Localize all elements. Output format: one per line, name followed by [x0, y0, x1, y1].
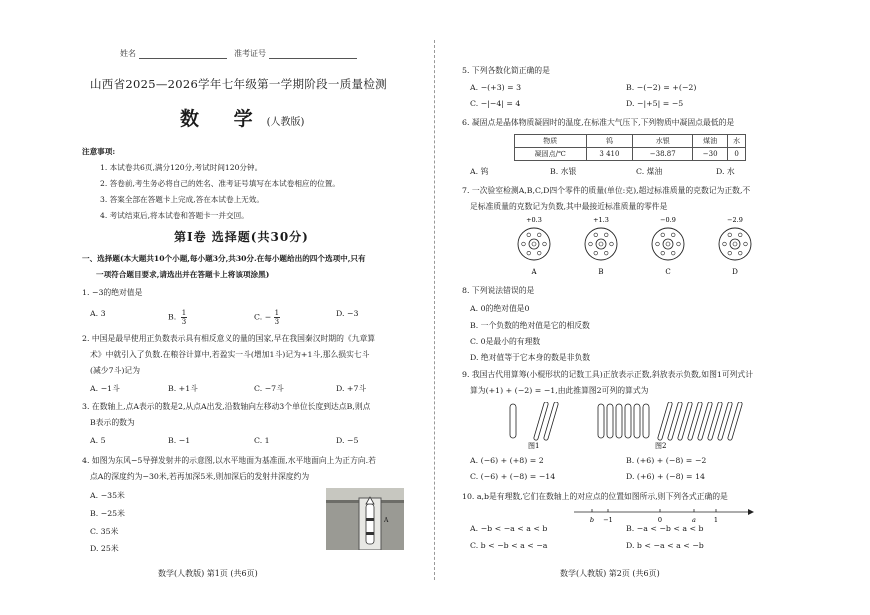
- part-value-label: −2.9: [727, 216, 743, 224]
- q4-option-a: A. −35米: [90, 491, 125, 500]
- q2-option-b: B. +1斗: [168, 384, 198, 393]
- name-label: 姓名: [120, 49, 136, 58]
- q1-option-d: D. −3: [336, 309, 359, 318]
- part-instructions-line2: 一项符合题目要求,请选出并在答题卡上将该项涂黑): [96, 270, 270, 279]
- q2-option-d: D. +7斗: [336, 384, 367, 393]
- table-header-cell: 水: [728, 135, 746, 148]
- exam-page-2: [440, 0, 870, 615]
- figure-2-rods: [598, 404, 740, 438]
- freezing-point-table: [514, 134, 746, 161]
- table-cell: 凝固点/℃: [515, 148, 587, 161]
- table-cell: 3 410: [586, 148, 633, 161]
- page-divider: [434, 40, 435, 580]
- q10-option-d: D. b < −a < a < −b: [626, 541, 704, 550]
- table-header-row: [515, 135, 746, 148]
- q2-line1: 2. 中国是最早使用正负数表示具有相反意义的量的国家,早在我国秦汉时期的《九章算: [82, 334, 376, 343]
- upright-rod: [616, 404, 622, 438]
- missile-body: [366, 504, 374, 544]
- q8-option-b: B. 一个负数的绝对值是它的相反数: [470, 321, 590, 330]
- axis-tick-label: 0: [657, 516, 663, 524]
- q3-option-c: C. 1: [254, 436, 270, 445]
- svg-text:A: A: [384, 517, 389, 524]
- q4-option-c: C. 35米: [90, 527, 119, 536]
- q8-stem: 8. 下列说法错误的是: [462, 286, 535, 295]
- q3-option-b: B. −1: [168, 436, 191, 445]
- notice-item: 2. 答卷前,考生务必将自己的姓名、准考证号填写在本试卷相应的位置。: [100, 179, 340, 188]
- fraction-numerator: 1: [274, 309, 280, 317]
- q9-option-b: B. (+6) + (−8) = −2: [626, 456, 707, 465]
- q5-option-c: C. −|−4| = 4: [470, 99, 521, 108]
- q6-option-a: A. 钨: [470, 167, 489, 176]
- q10-option-a: A. −b < −a < a < b: [470, 524, 548, 533]
- upright-rod: [607, 404, 613, 438]
- fraction: [181, 309, 187, 326]
- exam-title: 山西省2025—2026学年七年级第一学期阶段一质量检测: [90, 77, 387, 91]
- axis-tick-label: a: [692, 516, 696, 524]
- q2-option-a: A. −1斗: [90, 384, 120, 393]
- figure-1-caption: 图1: [528, 442, 540, 450]
- q1-option-a: A. 3: [90, 309, 106, 318]
- subject-heading: [180, 104, 304, 131]
- q9-option-c: C. (−6) + (−8) = −14: [470, 472, 556, 481]
- parts-figure: [500, 214, 770, 276]
- section-heading: 第Ⅰ卷 选择题(共30分): [174, 230, 309, 244]
- q4-line2: 点A的深度约为−30米,若再加深5米,则加深后的发射井深度约为: [90, 472, 310, 481]
- axis-tick-label: −1: [603, 516, 613, 524]
- fraction: [274, 309, 280, 326]
- q7-line1: 7. 一次验室检测A,B,C,D四个零件的质量(单位:克),超过标准质量的克数记为正数,不: [462, 186, 751, 195]
- missile-silo-figure: [326, 488, 404, 550]
- fraction-denominator: 3: [181, 318, 187, 326]
- figure-2-caption: 图2: [655, 442, 667, 450]
- axis-tick-label: 1: [713, 516, 719, 524]
- notice-heading: 注意事项:: [82, 147, 116, 156]
- part-instructions-line1: 一、选择题(本大题共10个小题,每小题3分,共30分.在每小题给出的四个选项中,只有: [82, 254, 366, 263]
- name-field: [120, 48, 227, 59]
- figure-1-rods: [510, 404, 556, 438]
- q9-option-a: A. (−6) + (+8) = 2: [470, 456, 544, 465]
- upright-rod: [625, 404, 631, 438]
- notice-item: 3. 答案全部在答题卡上完成,答在本试卷上无效。: [100, 195, 264, 204]
- q4-option-d: D. 25米: [90, 544, 119, 553]
- ticket-blank: [269, 58, 357, 59]
- q2-line2: 术》中就引入了负数.在粮谷计算中,若盈实一斗(增加1斗)记为+1斗,那么损实七斗: [90, 350, 370, 359]
- fraction-denominator: 3: [274, 318, 280, 326]
- q5-stem: 5. 下列各数化简正确的是: [462, 66, 550, 75]
- notice-item: 4. 考试结束后,将本试卷和答题卡一并交回。: [100, 211, 249, 220]
- axis-tick-label: b: [589, 516, 595, 524]
- q1-option-b-letter: B.: [168, 312, 177, 322]
- number-line-figure: [570, 504, 760, 526]
- subject-name: 数 学: [180, 108, 267, 130]
- q5-option-d: D. −|+5| = −5: [626, 99, 684, 108]
- ticket-field: [234, 48, 357, 59]
- q3-line1: 3. 在数轴上,点A表示的数是2,从点A出发,沿数轴向左移动3个单位长度到达点B,则点: [82, 402, 371, 411]
- notice-item: 1. 本试卷共6页,满分120分,考试时间120分钟。: [100, 163, 263, 172]
- part-letter-label: A: [531, 268, 537, 276]
- q1-option-c: [254, 309, 280, 326]
- table-cell: 0: [728, 148, 746, 161]
- q6-option-b: B. 水银: [550, 167, 577, 176]
- q8-option-d: D. 绝对值等于它本身的数是非负数: [470, 353, 591, 362]
- q10-option-b: B. −a < −b < a < b: [626, 524, 704, 533]
- q3-line2: B表示的数为: [90, 418, 135, 427]
- part-value-label: −0.9: [660, 216, 676, 224]
- upright-rod: [598, 404, 604, 438]
- q8-option-a: A. 0的绝对值是0: [470, 304, 530, 313]
- q9-option-d: D. (+6) + (−8) = 14: [626, 472, 705, 481]
- q5-option-a: A. −(+3) = 3: [470, 83, 522, 92]
- q8-option-c: C. 0是最小的有理数: [470, 337, 541, 346]
- table-header-cell: 物质: [515, 135, 587, 148]
- q1-option-b: [168, 309, 187, 326]
- part-value-label: +1.3: [593, 216, 609, 224]
- part-value-label: +0.3: [526, 216, 542, 224]
- table-cell: −38.87: [633, 148, 693, 161]
- name-blank: [139, 58, 227, 59]
- page-footer: 数学(人教版) 第2页 (共6页): [560, 569, 660, 578]
- table-cell: −30: [693, 148, 728, 161]
- ticket-label: 准考证号: [234, 49, 266, 58]
- q10-stem: 10. a,b是有理数,它们在数轴上的对应点的位置如图所示,则下列各式正确的是: [462, 492, 728, 501]
- q7-line2: 足标准质量的克数记为负数,其中最接近标准质量的零件是: [470, 202, 668, 211]
- q1-stem: 1. −3的绝对值是: [82, 288, 143, 297]
- edition-label: (人教版): [266, 117, 305, 128]
- q4-line1: 4. 如图为东风−5导弹发射井的示意图,以水平地面为基准面,水平地面向上为正方向.若: [82, 456, 376, 465]
- part-letter-label: B: [598, 268, 604, 276]
- q2-option-c: C. −7斗: [254, 384, 284, 393]
- table-header-cell: 钨: [586, 135, 633, 148]
- counting-rods-figure: [500, 402, 760, 450]
- q2-line3: (减少7斗)记为: [90, 366, 141, 375]
- q5-option-b: B. −(−2) = +(−2): [626, 83, 697, 92]
- q6-option-d: D. 水: [716, 167, 735, 176]
- table-row: [515, 148, 746, 161]
- q3-option-a: A. 5: [90, 436, 106, 445]
- page-footer: 数学(人教版) 第1页 (共6页): [158, 569, 258, 578]
- table-header-cell: 煤油: [693, 135, 728, 148]
- q1-option-c-letter: C. −: [254, 312, 272, 322]
- q3-option-d: D. −5: [336, 436, 359, 445]
- upright-rod: [643, 404, 649, 438]
- q4-option-b: B. −25米: [90, 509, 125, 518]
- upright-rod: [634, 404, 640, 438]
- q6-option-c: C. 煤油: [636, 167, 663, 176]
- q6-stem: 6. 凝固点是晶体物质凝固时的温度,在标准大气压下,下列物质中凝固点最低的是: [462, 118, 735, 127]
- q9-line2: 算为(+1) + (−2) = −1,由此推算图2可列的算式为: [470, 386, 649, 395]
- part-letter-label: D: [732, 268, 738, 276]
- q10-option-c: C. b < −b < a < −a: [470, 541, 548, 550]
- exam-page-1: [0, 0, 432, 615]
- part-letter-label: C: [665, 268, 671, 276]
- q9-line1: 9. 我国古代用算筹(小棍形状的记数工具)正放表示正数,斜放表示负数,如图1可列式计: [462, 370, 754, 379]
- fraction-numerator: 1: [181, 309, 187, 317]
- table-header-cell: 水银: [633, 135, 693, 148]
